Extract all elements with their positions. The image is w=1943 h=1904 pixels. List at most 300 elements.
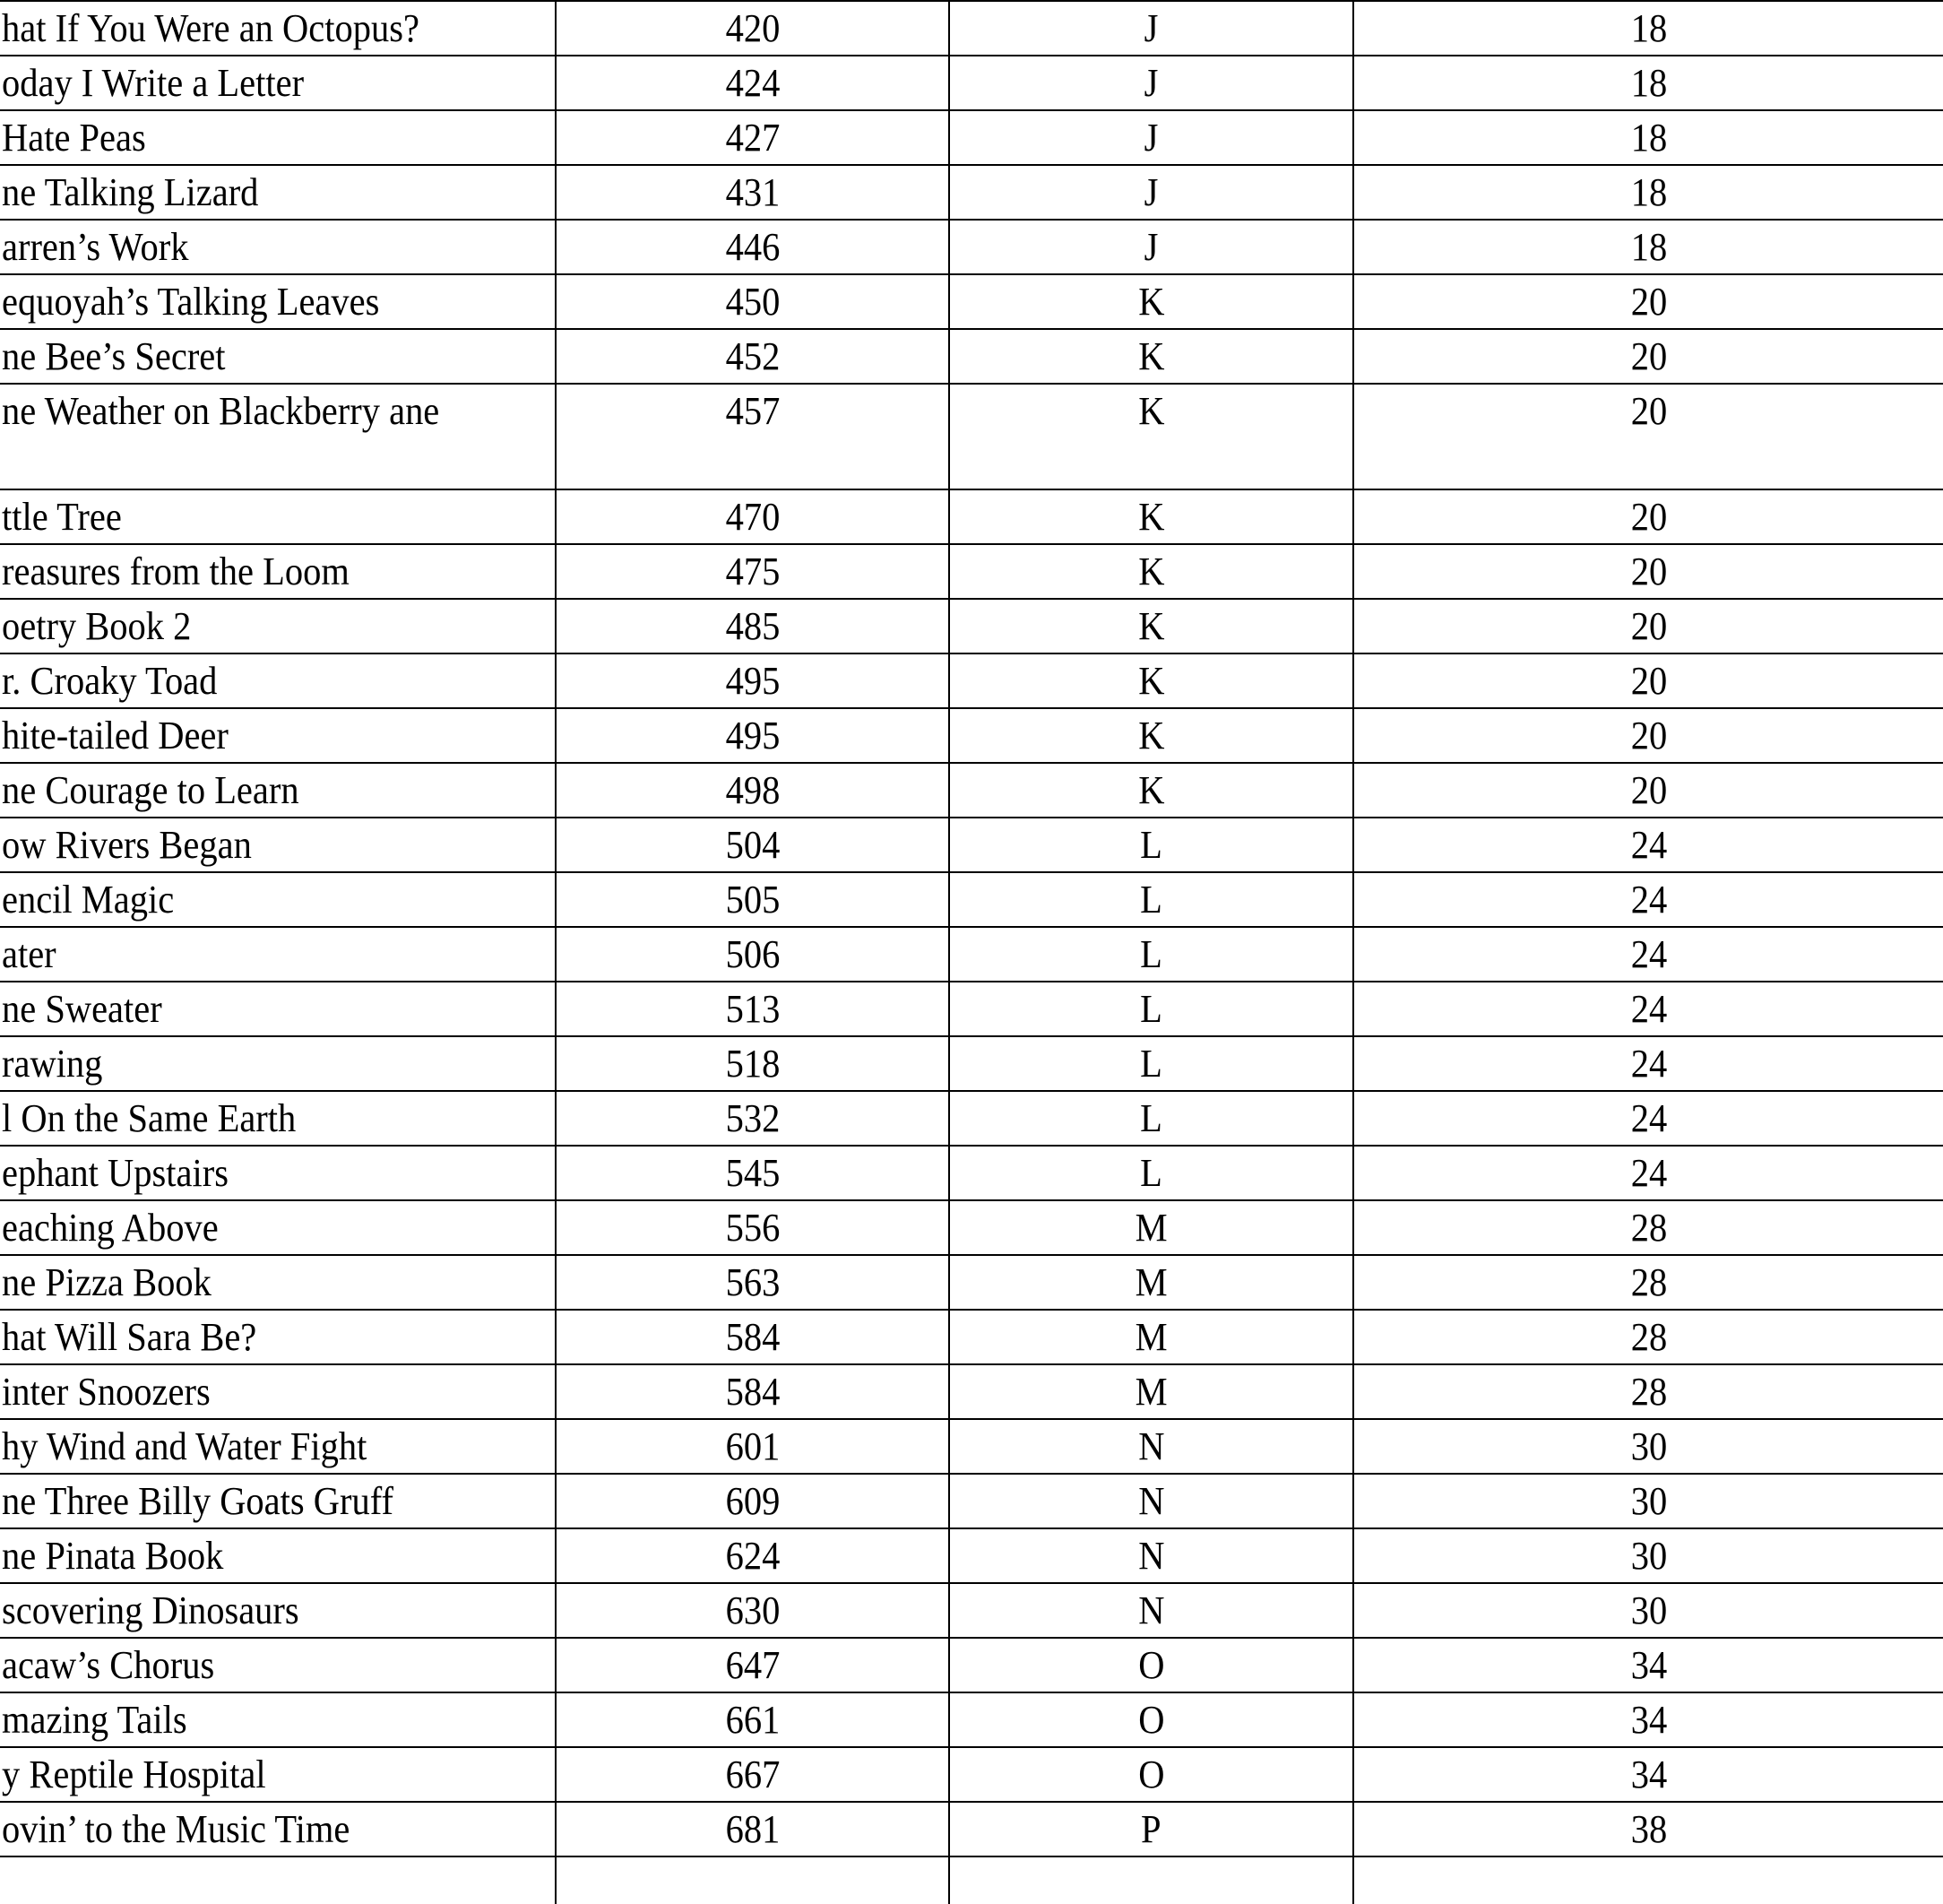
dra-level-text: 18 [1630,170,1667,214]
guided-level-text: N [1137,1588,1165,1632]
guided-level-cell [949,110,1353,165]
lexile-text: 584 [725,1315,780,1359]
lexile-text: 450 [725,280,780,324]
lexile-cell [556,489,949,544]
lexile-text: 495 [725,659,780,703]
table-row [0,818,1943,872]
dra-level-text: 30 [1630,1588,1667,1632]
guided-level-cell [949,653,1353,708]
book-title-text: inter Snoozers [2,1370,211,1414]
guided-level-cell [949,1,1353,56]
lexile-text: 532 [725,1096,780,1140]
guided-level-text: K [1137,604,1165,648]
guided-level-text: L [1140,878,1162,922]
dra-level-text: 28 [1630,1370,1667,1414]
lexile-text: 661 [725,1698,780,1742]
lexile-cell [556,1310,949,1364]
dra-level-text: 24 [1630,1151,1667,1195]
dra-level-cell [1353,1528,1943,1583]
guided-level-cell [949,544,1353,599]
lexile-cell [556,708,949,763]
dra-level-text: 20 [1630,604,1667,648]
dra-level-cell [1353,384,1943,489]
guided-level-cell [949,1310,1353,1364]
guided-level-text: K [1137,495,1165,539]
dra-level-text: 30 [1630,1534,1667,1578]
lexile-text: 601 [725,1424,780,1468]
book-title-cell [0,1528,556,1583]
dra-level-text: 24 [1630,1096,1667,1140]
book-title-cell [0,872,556,927]
guided-level-text: O [1137,1753,1165,1796]
table-row [0,1692,1943,1747]
guided-level-text: N [1137,1479,1165,1523]
lexile-text: 513 [725,987,780,1031]
dra-level-cell [1353,1364,1943,1419]
guided-level-text: K [1137,768,1165,812]
table-row [0,1528,1943,1583]
lexile-cell [556,1036,949,1091]
book-title-cell [0,165,556,220]
guided-level-text: K [1137,334,1165,378]
lexile-text: 681 [725,1807,780,1851]
table-row [0,220,1943,274]
dra-level-text: 24 [1630,987,1667,1031]
lexile-text: 446 [725,225,780,269]
guided-level-cell [949,708,1353,763]
dra-level-text: 18 [1630,61,1667,105]
book-title-text: hat If You Were an Octopus? [2,6,419,50]
book-title-text: scovering Dinosaurs [2,1588,299,1632]
guided-level-cell [949,818,1353,872]
book-title-text: encil Magic [2,878,175,922]
book-title-cell [0,1583,556,1638]
table-row [0,165,1943,220]
book-title-text: reasures from the Loom [2,550,350,593]
dra-level-text: 20 [1630,389,1667,433]
book-title-cell [0,818,556,872]
table-row [0,1474,1943,1528]
book-title-cell [0,927,556,982]
dra-level-text: 38 [1630,1807,1667,1851]
lexile-cell [556,1583,949,1638]
lexile-cell [556,982,949,1036]
book-title-text: acaw’s Chorus [2,1643,215,1687]
dra-level-cell [1353,1638,1943,1692]
dra-level-cell [1353,220,1943,274]
book-title-cell [0,220,556,274]
book-title-cell [0,56,556,110]
dra-level-cell [1353,708,1943,763]
book-title-cell [0,1310,556,1364]
book-title-text: ne Bee’s Secret [2,334,226,378]
guided-level-text: J [1144,225,1159,269]
guided-level-cell [949,1036,1353,1091]
book-title-cell [0,1,556,56]
guided-level-cell [949,1146,1353,1200]
lexile-cell [556,1364,949,1419]
lexile-cell [556,1474,949,1528]
book-title-cell [0,489,556,544]
dra-level-cell [1353,1146,1943,1200]
guided-level-cell [949,872,1353,927]
dra-level-cell [1353,818,1943,872]
book-title-cell [0,763,556,818]
guided-level-text: L [1140,1042,1162,1086]
lexile-cell [556,1200,949,1255]
lexile-text: 457 [725,389,780,433]
book-title-cell [0,1474,556,1528]
book-title-text: ow Rivers Began [2,823,252,867]
guided-level-cell [949,384,1353,489]
guided-level-cell [949,982,1353,1036]
lexile-text: 667 [725,1753,780,1796]
lexile-cell [556,1638,949,1692]
dra-level-text: 18 [1630,116,1667,160]
book-title-cell [0,329,556,384]
lexile-cell [556,1419,949,1474]
book-title-cell [0,1036,556,1091]
empty-cell [556,1856,949,1904]
lexile-cell [556,1255,949,1310]
dra-level-text: 20 [1630,550,1667,593]
book-title-cell [0,384,556,489]
table-row [0,763,1943,818]
table-row [0,653,1943,708]
guided-level-cell [949,1419,1353,1474]
dra-level-cell [1353,1419,1943,1474]
guided-level-text: L [1140,823,1162,867]
dra-level-cell [1353,872,1943,927]
lexile-cell [556,1692,949,1747]
book-title-text: y Reptile Hospital [2,1753,266,1796]
dra-level-cell [1353,56,1943,110]
guided-level-text: J [1144,61,1159,105]
guided-level-cell [949,1802,1353,1856]
guided-level-cell [949,1255,1353,1310]
dra-level-cell [1353,1,1943,56]
guided-level-cell [949,274,1353,329]
guided-level-text: M [1135,1370,1168,1414]
book-title-text: ovin’ to the Music Time [2,1807,350,1851]
book-title-text: oday I Write a Letter [2,61,305,105]
table-row [0,384,1943,489]
dra-level-text: 20 [1630,768,1667,812]
lexile-text: 506 [725,932,780,976]
guided-level-cell [949,1747,1353,1802]
book-title-text: equoyah’s Talking Leaves [2,280,380,324]
book-title-cell [0,1146,556,1200]
guided-level-text: N [1137,1424,1165,1468]
lexile-text: 556 [725,1206,780,1250]
lexile-cell [556,653,949,708]
dra-level-cell [1353,110,1943,165]
dra-level-cell [1353,1583,1943,1638]
lexile-text: 475 [725,550,780,593]
book-title-text: arren’s Work [2,225,189,269]
empty-cell [949,1856,1353,1904]
guided-level-text: K [1137,659,1165,703]
book-title-cell [0,1200,556,1255]
table-row [0,1,1943,56]
table-row [0,329,1943,384]
book-title-text: ne Sweater [2,987,162,1031]
guided-level-text: P [1141,1807,1161,1851]
lexile-cell [556,1091,949,1146]
book-title-text: r. Croaky Toad [2,659,218,703]
empty-table-row [0,1856,1943,1904]
book-title-cell [0,1802,556,1856]
book-title-cell [0,1692,556,1747]
lexile-text: 452 [725,334,780,378]
guided-level-text: O [1137,1643,1165,1687]
table-row [0,599,1943,653]
book-title-text: mazing Tails [2,1698,187,1742]
lexile-cell [556,544,949,599]
book-title-text: ne Talking Lizard [2,170,259,214]
dra-level-text: 20 [1630,280,1667,324]
lexile-text: 647 [725,1643,780,1687]
guided-level-cell [949,1583,1353,1638]
book-title-cell [0,274,556,329]
lexile-text: 545 [725,1151,780,1195]
guided-level-cell [949,489,1353,544]
dra-level-text: 30 [1630,1424,1667,1468]
book-title-cell [0,599,556,653]
guided-level-text: M [1135,1260,1168,1304]
lexile-cell [556,599,949,653]
book-title-text: ne Pinata Book [2,1534,224,1578]
lexile-cell [556,110,949,165]
lexile-cell [556,384,949,489]
lexile-cell [556,274,949,329]
book-title-cell [0,1255,556,1310]
table-row [0,1364,1943,1419]
lexile-cell [556,220,949,274]
guided-level-cell [949,329,1353,384]
lexile-cell [556,1,949,56]
guided-level-text: J [1144,6,1159,50]
lexile-cell [556,56,949,110]
book-title-text: ne Three Billy Goats Gruff [2,1479,393,1523]
book-title-text: ne Courage to Learn [2,768,299,812]
dra-level-cell [1353,1255,1943,1310]
book-title-cell [0,544,556,599]
book-title-text: ne Pizza Book [2,1260,212,1304]
table-row [0,1583,1943,1638]
book-title-text: hite-tailed Deer [2,714,229,757]
book-title-text: hy Wind and Water Fight [2,1424,367,1468]
guided-level-cell [949,1638,1353,1692]
lexile-text: 431 [725,170,780,214]
book-title-text: oetry Book 2 [2,604,192,648]
lexile-cell [556,763,949,818]
lexile-cell [556,165,949,220]
table-row [0,872,1943,927]
lexile-text: 609 [725,1479,780,1523]
lexile-cell [556,1747,949,1802]
table-row [0,1419,1943,1474]
lexile-cell [556,818,949,872]
lexile-text: 495 [725,714,780,757]
dra-level-cell [1353,763,1943,818]
dra-level-text: 20 [1630,334,1667,378]
table-row [0,1638,1943,1692]
book-title-cell [0,1747,556,1802]
guided-level-cell [949,1528,1353,1583]
guided-level-text: L [1140,1151,1162,1195]
dra-level-cell [1353,1036,1943,1091]
lexile-text: 420 [725,6,780,50]
table-row [0,1091,1943,1146]
dra-level-cell [1353,1200,1943,1255]
lexile-cell [556,927,949,982]
guided-level-text: K [1137,280,1165,324]
lexile-text: 518 [725,1042,780,1086]
table-row [0,56,1943,110]
dra-level-cell [1353,1802,1943,1856]
book-title-text: Hate Peas [2,116,146,160]
lexile-cell [556,1146,949,1200]
dra-level-cell [1353,599,1943,653]
book-title-cell [0,110,556,165]
lexile-text: 624 [725,1534,780,1578]
dra-level-text: 28 [1630,1206,1667,1250]
table-row [0,1146,1943,1200]
table-row [0,489,1943,544]
dra-level-cell [1353,1474,1943,1528]
book-title-text: eaching Above [2,1206,219,1250]
lexile-text: 470 [725,495,780,539]
book-title-cell [0,982,556,1036]
dra-level-cell [1353,653,1943,708]
guided-level-cell [949,165,1353,220]
dra-level-text: 18 [1630,6,1667,50]
dra-level-text: 24 [1630,878,1667,922]
book-title-text: ttle Tree [2,495,122,539]
guided-level-cell [949,1364,1353,1419]
table-row [0,544,1943,599]
guided-level-cell [949,1474,1353,1528]
book-title-text: ater [2,932,56,976]
table-row [0,274,1943,329]
book-title-cell [0,1091,556,1146]
book-title-cell [0,708,556,763]
dra-level-cell [1353,329,1943,384]
lexile-cell [556,329,949,384]
lexile-text: 584 [725,1370,780,1414]
guided-level-text: J [1144,116,1159,160]
dra-level-text: 34 [1630,1698,1667,1742]
guided-level-cell [949,56,1353,110]
guided-level-cell [949,220,1353,274]
dra-level-cell [1353,982,1943,1036]
guided-level-text: M [1135,1315,1168,1359]
dra-level-cell [1353,1747,1943,1802]
lexile-cell [556,1528,949,1583]
dra-level-cell [1353,274,1943,329]
table-row [0,982,1943,1036]
dra-level-text: 20 [1630,714,1667,757]
table-row [0,1747,1943,1802]
empty-cell [1353,1856,1943,1904]
dra-level-cell [1353,1692,1943,1747]
table-row [0,927,1943,982]
dra-level-cell [1353,1310,1943,1364]
dra-level-text: 34 [1630,1643,1667,1687]
table-row [0,1200,1943,1255]
empty-cell [0,1856,556,1904]
guided-level-text: K [1137,550,1165,593]
guided-level-cell [949,599,1353,653]
table-body [0,1,1943,1904]
lexile-text: 630 [725,1588,780,1632]
guided-level-cell [949,1091,1353,1146]
guided-level-text: L [1140,932,1162,976]
lexile-text: 427 [725,116,780,160]
table-row [0,708,1943,763]
dra-level-cell [1353,489,1943,544]
book-title-text: ne Weather on Blackberry ane [2,389,440,433]
lexile-cell [556,872,949,927]
book-title-text: hat Will Sara Be? [2,1315,257,1359]
lexile-text: 424 [725,61,780,105]
lexile-text: 505 [725,878,780,922]
dra-level-text: 24 [1630,932,1667,976]
dra-level-cell [1353,544,1943,599]
dra-level-text: 24 [1630,823,1667,867]
guided-level-text: N [1137,1534,1165,1578]
dra-level-cell [1353,927,1943,982]
dra-level-text: 20 [1630,495,1667,539]
table-row [0,1255,1943,1310]
table-row [0,1802,1943,1856]
dra-level-text: 28 [1630,1315,1667,1359]
book-title-cell [0,653,556,708]
book-title-text: ephant Upstairs [2,1151,229,1195]
guided-level-cell [949,927,1353,982]
table-row [0,110,1943,165]
table-row [0,1310,1943,1364]
dra-level-text: 18 [1630,225,1667,269]
dra-level-text: 28 [1630,1260,1667,1304]
table-row [0,1036,1943,1091]
guided-level-text: K [1137,714,1165,757]
guided-level-text: L [1140,1096,1162,1140]
guided-level-cell [949,763,1353,818]
guided-level-cell [949,1692,1353,1747]
lexile-text: 563 [725,1260,780,1304]
dra-level-cell [1353,1091,1943,1146]
dra-level-cell [1353,165,1943,220]
guided-level-text: J [1144,170,1159,214]
guided-level-cell [949,1200,1353,1255]
lexile-cell [556,1802,949,1856]
dra-level-text: 34 [1630,1753,1667,1796]
book-title-text: l On the Same Earth [2,1096,297,1140]
dra-level-text: 24 [1630,1042,1667,1086]
lexile-text: 498 [725,768,780,812]
dra-level-text: 30 [1630,1479,1667,1523]
book-title-cell [0,1419,556,1474]
guided-level-text: M [1135,1206,1168,1250]
guided-level-text: O [1137,1698,1165,1742]
dra-level-text: 20 [1630,659,1667,703]
book-title-cell [0,1364,556,1419]
lexile-text: 504 [725,823,780,867]
guided-level-text: K [1137,389,1165,433]
lexile-text: 485 [725,604,780,648]
